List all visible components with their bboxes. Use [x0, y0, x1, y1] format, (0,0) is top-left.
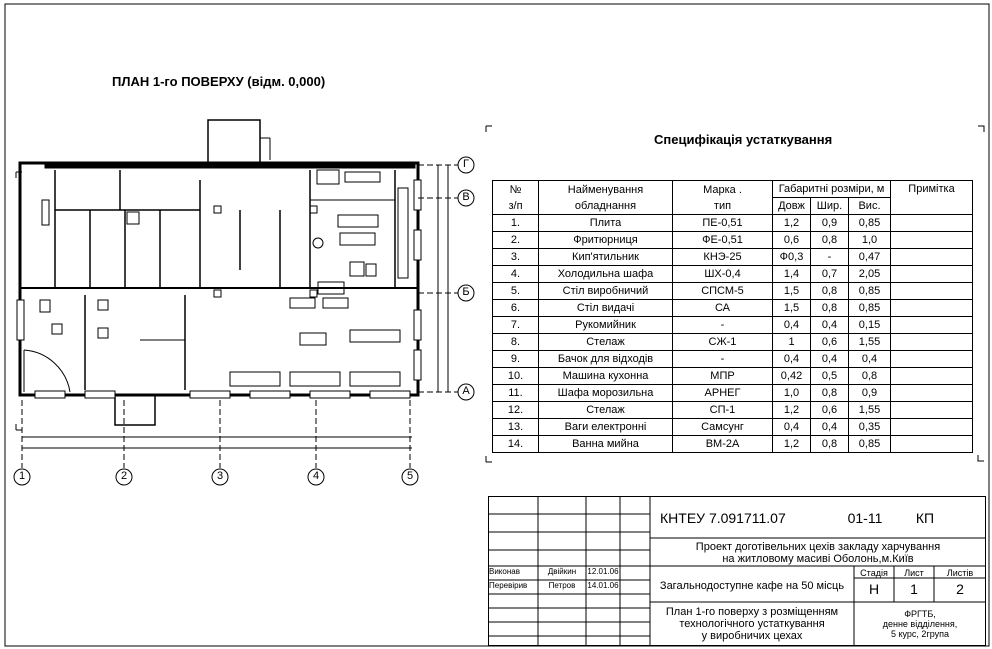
spec-cell-num: 11.	[493, 385, 539, 402]
spec-cell-hei: 0,85	[849, 283, 891, 300]
spec-cell-brand: СА	[673, 300, 773, 317]
spec-cell-name: Кип'ятильник	[539, 249, 673, 266]
spec-cell-brand: ФЕ-0,51	[673, 232, 773, 249]
plan-title: ПЛАН 1-го ПОВЕРХУ (відм. 0,000)	[112, 74, 326, 89]
spec-cell-name: Рукомийник	[539, 317, 673, 334]
spec-cell-hei: 2,05	[849, 266, 891, 283]
spec-cell-hei: 0,85	[849, 300, 891, 317]
axis-label-g: Г	[463, 158, 469, 170]
spec-cell-wid: 0,4	[811, 419, 849, 436]
spec-cell-wid: 0,8	[811, 385, 849, 402]
header-num: №	[509, 183, 522, 196]
spec-cell-brand: СЖ-1	[673, 334, 773, 351]
axis-label-v: В	[462, 191, 470, 203]
spec-cell-num: 12.	[493, 402, 539, 419]
spec-cell-wid: 0,8	[811, 300, 849, 317]
spec-cell-hei: 0,15	[849, 317, 891, 334]
spec-cell-len: 1,2	[773, 215, 811, 232]
spec-cell-num: 8.	[493, 334, 539, 351]
spec-cell-brand: КНЭ-25	[673, 249, 773, 266]
spec-cell-len: 1,5	[773, 300, 811, 317]
spec-cell-brand: СПСМ-5	[673, 283, 773, 300]
spec-cell-num: 14.	[493, 436, 539, 453]
spec-cell-hei: 1,55	[849, 402, 891, 419]
spec-cell-hei: 1,0	[849, 232, 891, 249]
spec-row	[493, 334, 973, 351]
spec-cell-num: 10.	[493, 368, 539, 385]
spec-row	[493, 385, 973, 402]
spec-cell-hei: 0,8	[849, 368, 891, 385]
spec-cell-len: Ф0,3	[773, 249, 811, 266]
axis-label-b: Б	[462, 286, 470, 298]
spec-cell-num: 2.	[493, 232, 539, 249]
spec-cell-note	[891, 300, 973, 317]
spec-cell-name: Плита	[539, 215, 673, 232]
spec-cell-wid: 0,6	[811, 402, 849, 419]
spec-cell-name: Стелаж	[539, 334, 673, 351]
spec-cell-wid: 0,7	[811, 266, 849, 283]
spec-col-dims: Габаритні розміри, м	[773, 181, 891, 198]
axis-bubbles	[14, 157, 474, 485]
spec-cell-name: Стіл виробничий	[539, 283, 673, 300]
sheet-title-1: План 1-го поверху з розміщенням	[665, 606, 839, 618]
spec-row	[493, 419, 973, 436]
spec-cell-name: Шафа морозильна	[539, 385, 673, 402]
sheets-value: 2	[956, 581, 964, 597]
spec-cell-note	[891, 385, 973, 402]
spec-cell-num: 5.	[493, 283, 539, 300]
spec-cell-brand: Самсунг	[673, 419, 773, 436]
executor-date: 12.01.06	[587, 567, 619, 576]
spec-cell-num: 6.	[493, 300, 539, 317]
header-num-sub: з/п	[508, 199, 523, 212]
axis-label-a: А	[462, 385, 470, 397]
org-line-1: ФРГТБ,	[904, 609, 936, 619]
spec-col-note: Примітка	[891, 181, 973, 215]
spec-col-wid: Шир.	[811, 198, 849, 215]
axis-label-4: 4	[312, 470, 320, 482]
spec-cell-wid: -	[811, 249, 849, 266]
spec-cell-name: Фритюрниця	[539, 232, 673, 249]
spec-cell-len: 0,42	[773, 368, 811, 385]
spec-cell-wid: 0,8	[811, 436, 849, 453]
spec-cell-len: 0,4	[773, 419, 811, 436]
spec-cell-name: Стелаж	[539, 402, 673, 419]
executor-name: Двійкин	[547, 567, 577, 576]
spec-row	[493, 249, 973, 266]
sheet-title-2: технологічного устаткування	[679, 618, 825, 630]
spec-cell-wid: 0,8	[811, 232, 849, 249]
spec-cell-brand: ШХ-0,4	[673, 266, 773, 283]
spec-row	[493, 402, 973, 419]
org-line-3: 5 курс, 2група	[890, 629, 950, 639]
spec-row	[493, 436, 973, 453]
spec-cell-num: 13.	[493, 419, 539, 436]
axis-label-2: 2	[120, 470, 128, 482]
spec-table	[492, 180, 973, 453]
spec-cell-hei: 0,47	[849, 249, 891, 266]
spec-cell-num: 7.	[493, 317, 539, 334]
spec-body	[493, 215, 973, 453]
spec-cell-len: 1,4	[773, 266, 811, 283]
stage-label: Стадія	[860, 568, 888, 578]
spec-cell-note	[891, 351, 973, 368]
stage-value: Н	[868, 581, 880, 597]
spec-cell-len: 1	[773, 334, 811, 351]
spec-row	[493, 232, 973, 249]
spec-cell-name: Ванна мийна	[539, 436, 673, 453]
spec-cell-brand: -	[673, 351, 773, 368]
axis-label-5: 5	[406, 470, 414, 482]
spec-title: Специфікація устаткування	[654, 132, 833, 147]
spec-cell-len: 0,6	[773, 232, 811, 249]
spec-row	[493, 351, 973, 368]
spec-row	[493, 283, 973, 300]
sheet-title-3: у виробничих цехах	[701, 630, 803, 642]
spec-cell-len: 1,0	[773, 385, 811, 402]
spec-cell-len: 0,4	[773, 317, 811, 334]
spec-cell-wid: 0,9	[811, 215, 849, 232]
header-brand-sub: тип	[713, 199, 732, 212]
sheets-label: Листів	[946, 568, 974, 578]
doc-code-3: КП	[915, 510, 935, 526]
sheet-value: 1	[910, 581, 918, 597]
doc-code: КНТЕУ 7.091711.07	[660, 510, 786, 526]
spec-cell-len: 1,2	[773, 436, 811, 453]
spec-cell-hei: 0,9	[849, 385, 891, 402]
spec-cell-note	[891, 215, 973, 232]
spec-cell-note	[891, 334, 973, 351]
spec-cell-name: Машина кухонна	[539, 368, 673, 385]
spec-cell-num: 9.	[493, 351, 539, 368]
spec-cell-name: Ваги електронні	[539, 419, 673, 436]
spec-cell-hei: 0,4	[849, 351, 891, 368]
role-checked: Перевірив	[489, 581, 528, 590]
spec-cell-wid: 0,8	[811, 283, 849, 300]
spec-cell-name: Стіл видачі	[539, 300, 673, 317]
spec-cell-note	[891, 402, 973, 419]
spec-col-name	[539, 181, 673, 215]
spec-row	[493, 368, 973, 385]
axis-label-1: 1	[18, 470, 26, 482]
spec-cell-num: 4.	[493, 266, 539, 283]
spec-cell-note	[891, 419, 973, 436]
spec-cell-hei: 0,85	[849, 436, 891, 453]
project-line-2: на житловому масиві Оболонь,м.Київ	[722, 553, 914, 565]
building-walls	[17, 120, 421, 425]
spec-cell-brand: -	[673, 317, 773, 334]
spec-cell-num: 3.	[493, 249, 539, 266]
spec-cell-note	[891, 368, 973, 385]
spec-cell-wid: 0,4	[811, 317, 849, 334]
spec-cell-wid: 0,6	[811, 334, 849, 351]
role-executed: Виконав	[489, 567, 520, 576]
spec-cell-name: Бачок для відходів	[539, 351, 673, 368]
spec-col-hei: Вис.	[849, 198, 891, 215]
spec-row	[493, 317, 973, 334]
spec-cell-note	[891, 232, 973, 249]
spec-cell-num: 1.	[493, 215, 539, 232]
spec-cell-note	[891, 317, 973, 334]
checker-name: Петров	[548, 581, 576, 590]
project-line-1: Проект доготівельних цехів закладу харчування	[695, 541, 941, 553]
spec-cell-hei: 0,85	[849, 215, 891, 232]
spec-cell-len: 1,5	[773, 283, 811, 300]
checker-date: 14.01.06	[587, 581, 619, 590]
spec-cell-note	[891, 283, 973, 300]
header-name-sub: обладнання	[574, 199, 637, 212]
org-line-2: денне відділення,	[882, 619, 958, 629]
spec-cell-len: 1,2	[773, 402, 811, 419]
header-brand: Марка .	[703, 183, 742, 196]
spec-cell-brand: АРНЕГ	[673, 385, 773, 402]
spec-cell-brand: МПР	[673, 368, 773, 385]
doc-code-2: 01-11	[847, 510, 883, 526]
spec-cell-brand: СП-1	[673, 402, 773, 419]
spec-cell-len: 0,4	[773, 351, 811, 368]
spec-cell-hei: 0,35	[849, 419, 891, 436]
spec-row	[493, 215, 973, 232]
spec-cell-brand: ВМ-2А	[673, 436, 773, 453]
spec-cell-hei: 1,55	[849, 334, 891, 351]
spec-cell-wid: 0,4	[811, 351, 849, 368]
spec-col-brand	[673, 181, 773, 215]
spec-cell-note	[891, 436, 973, 453]
object-name: Загальнодоступне кафе на 50 місць	[659, 580, 845, 592]
spec-cell-name: Холодильна шафа	[539, 266, 673, 283]
spec-cell-wid: 0,5	[811, 368, 849, 385]
spec-col-len: Довж	[773, 198, 811, 215]
spec-header-row	[493, 181, 973, 198]
spec-cell-brand: ПЕ-0,51	[673, 215, 773, 232]
spec-col-num	[493, 181, 539, 215]
spec-cell-note	[891, 266, 973, 283]
axis-label-3: 3	[216, 470, 224, 482]
spec-cell-note	[891, 249, 973, 266]
spec-row	[493, 300, 973, 317]
sheet-label: Лист	[904, 568, 924, 578]
header-name: Найменування	[567, 183, 644, 196]
spec-row	[493, 266, 973, 283]
